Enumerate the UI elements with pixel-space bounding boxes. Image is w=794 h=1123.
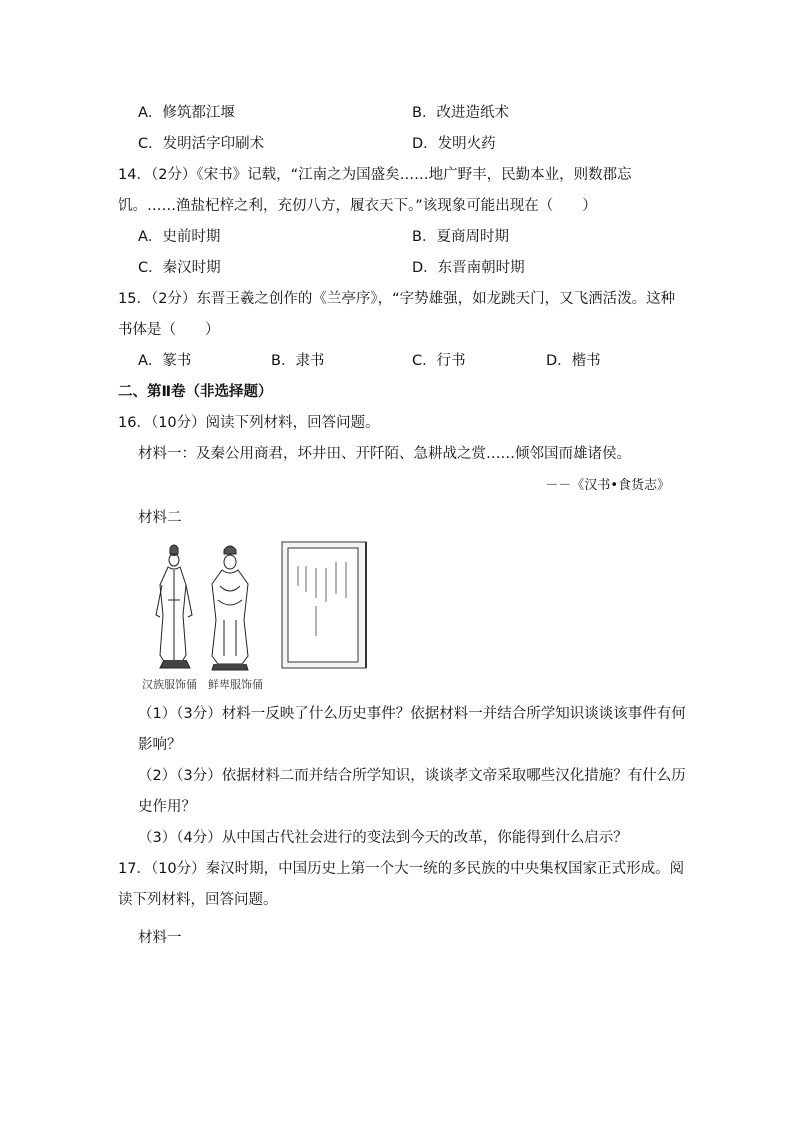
q16-sub2-line2: 史作用？: [138, 799, 196, 815]
q14-option-c: C．秦汉时期: [138, 260, 221, 276]
document-image: [282, 542, 366, 668]
q14-stem-line1: 14．（2分）《宋书》记载，“江南之为国盛矣……地广野丰，民勤本业，则数郡忘: [118, 167, 632, 183]
q16-material1-source: －－《汉书•食货志》: [545, 478, 670, 493]
q15-stem-line1: 15．（2分）东晋王羲之创作的《兰亭序》，“字势雄强，如龙跳天门，又飞洒活泼。这种: [118, 291, 676, 307]
q15-option-b: B．隶书: [271, 353, 325, 369]
q13-option-d: D．发明火药: [412, 136, 496, 152]
q16-material1: 材料一：及秦公用商君，坏井田、开阡陌、急耕战之赏……倾邻国而雄诸侯。: [138, 446, 631, 462]
q17-stem-line2: 读下列材料，回答问题。: [118, 892, 278, 908]
q14-stem-line2: 饥。……渔盐杞梓之利，充仞八方，履衣天下。”该现象可能出现在（ ）: [118, 198, 597, 214]
q16-sub1-line1: （1）（3分）材料一反映了什么历史事件？依据材料一并结合所学知识谈谈该事件有何: [138, 706, 686, 722]
q16-sub3: （3）（4分）从中国古代社会进行的变法到今天的改革，你能得到什么启示？: [138, 830, 628, 846]
q16-sub1-line2: 影响？: [138, 737, 182, 753]
q16-stem: 16．（10分）阅读下列材料，回答问题。: [118, 415, 380, 431]
q17-stem-line1: 17．（10分）秦汉时期，中国历史上第一个大一统的多民族的中央集权国家正式形成。阅: [118, 861, 685, 877]
q14-option-d: D．东晋南朝时期: [412, 260, 525, 276]
section-title: 二、第Ⅱ卷（非选择题）: [118, 384, 273, 400]
q15-stem-line2: 书体是（ ）: [118, 322, 220, 338]
q15-option-c: C．行书: [412, 353, 466, 369]
q16-sub2-line1: （2）（3分）依据材料二而并结合所学知识，谈谈孝文帝采取哪些汉化措施？有什么历: [138, 768, 686, 784]
q16-material2-label: 材料二: [138, 510, 182, 526]
q14-option-b: B．夏商周时期: [412, 229, 509, 245]
xianbei-figurine-drawing: [212, 546, 248, 670]
q15-option-d: D．楷书: [546, 353, 601, 369]
han-figurine-drawing: [156, 545, 192, 668]
q15-option-a: A．篆书: [138, 353, 192, 369]
q13-option-c: C．发明活字印刷术: [138, 136, 265, 152]
figure-caption: 汉族服饰俑 鲜卑服饰俑: [142, 678, 263, 691]
q17-material1-label: 材料一: [138, 930, 182, 946]
q13-option-b: B．改进造纸术: [412, 105, 509, 121]
q13-option-a: A．修筑都江堰: [138, 105, 235, 121]
q14-option-a: A．史前时期: [138, 229, 221, 245]
